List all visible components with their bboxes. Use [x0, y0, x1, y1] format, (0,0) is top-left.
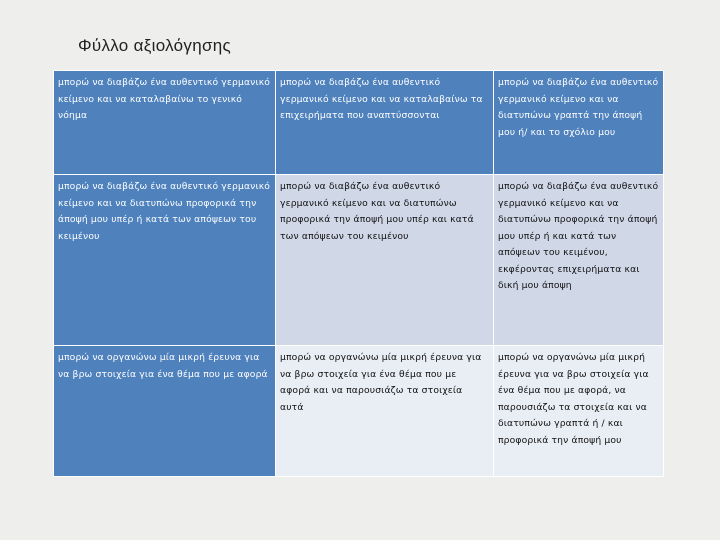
table-cell: μπορώ να διαβάζω ένα αυθεντικό γερμανικό κείμενο και να διατυπώνω γραπτά την άποψή μου ή/ και το σχόλιο μου — [494, 71, 664, 175]
table-row — [54, 71, 664, 175]
table-cell: μπορώ να οργανώνω μία μικρή έρευνα για να βρω στοιχεία για ένα θέμα που με αφορά και να παρουσιάζω τα στοιχεία αυτά — [276, 346, 494, 477]
table-cell: μπορώ να οργανώνω μία μικρή έρευνα για να βρω στοιχεία για ένα θέμα που με αφορά, να παρουσιάζω τα στοιχεία και να διατυπώνω γραπτά ή / και προφορικά την άποψή μου — [494, 346, 664, 477]
table-cell: μπορώ να διαβάζω ένα αυθεντικό γερμανικό κείμενο και να διατυπώνω προφορικά την άποψή μου υπέρ ή κατά των απόψεων του κειμένου — [54, 175, 276, 346]
table-row — [54, 346, 664, 477]
table-cell: μπορώ να διαβάζω ένα αυθεντικό γερμανικό κείμενο και να καταλαβαίνω το γενικό νόημα — [54, 71, 276, 175]
table-cell: μπορώ να διαβάζω ένα αυθεντικό γερμανικό κείμενο και να διατυπώνω προφορικά την άποψή μου υπέρ και κατά των απόψεων του κειμένου — [276, 175, 494, 346]
table-cell: μπορώ να οργανώνω μία μικρή έρευνα για να βρω στοιχεία για ένα θέμα που με αφορά — [54, 346, 276, 477]
assessment-table — [53, 70, 664, 477]
page-title: Φύλλο αξιολόγησης — [78, 36, 232, 55]
table-row — [54, 175, 664, 346]
table-cell: μπορώ να διαβάζω ένα αυθεντικό γερμανικό κείμενο και να καταλαβαίνω τα επιχειρήματα που αναπτύσσονται — [276, 71, 494, 175]
table-cell: μπορώ να διαβάζω ένα αυθεντικό γερμανικό κείμενο και να διατυπώνω προφορικά την άποψή μου υπέρ ή και κατά των απόψεων του κειμένου, εκφέροντας επιχειρήματα και δική μου άποψη — [494, 175, 664, 346]
